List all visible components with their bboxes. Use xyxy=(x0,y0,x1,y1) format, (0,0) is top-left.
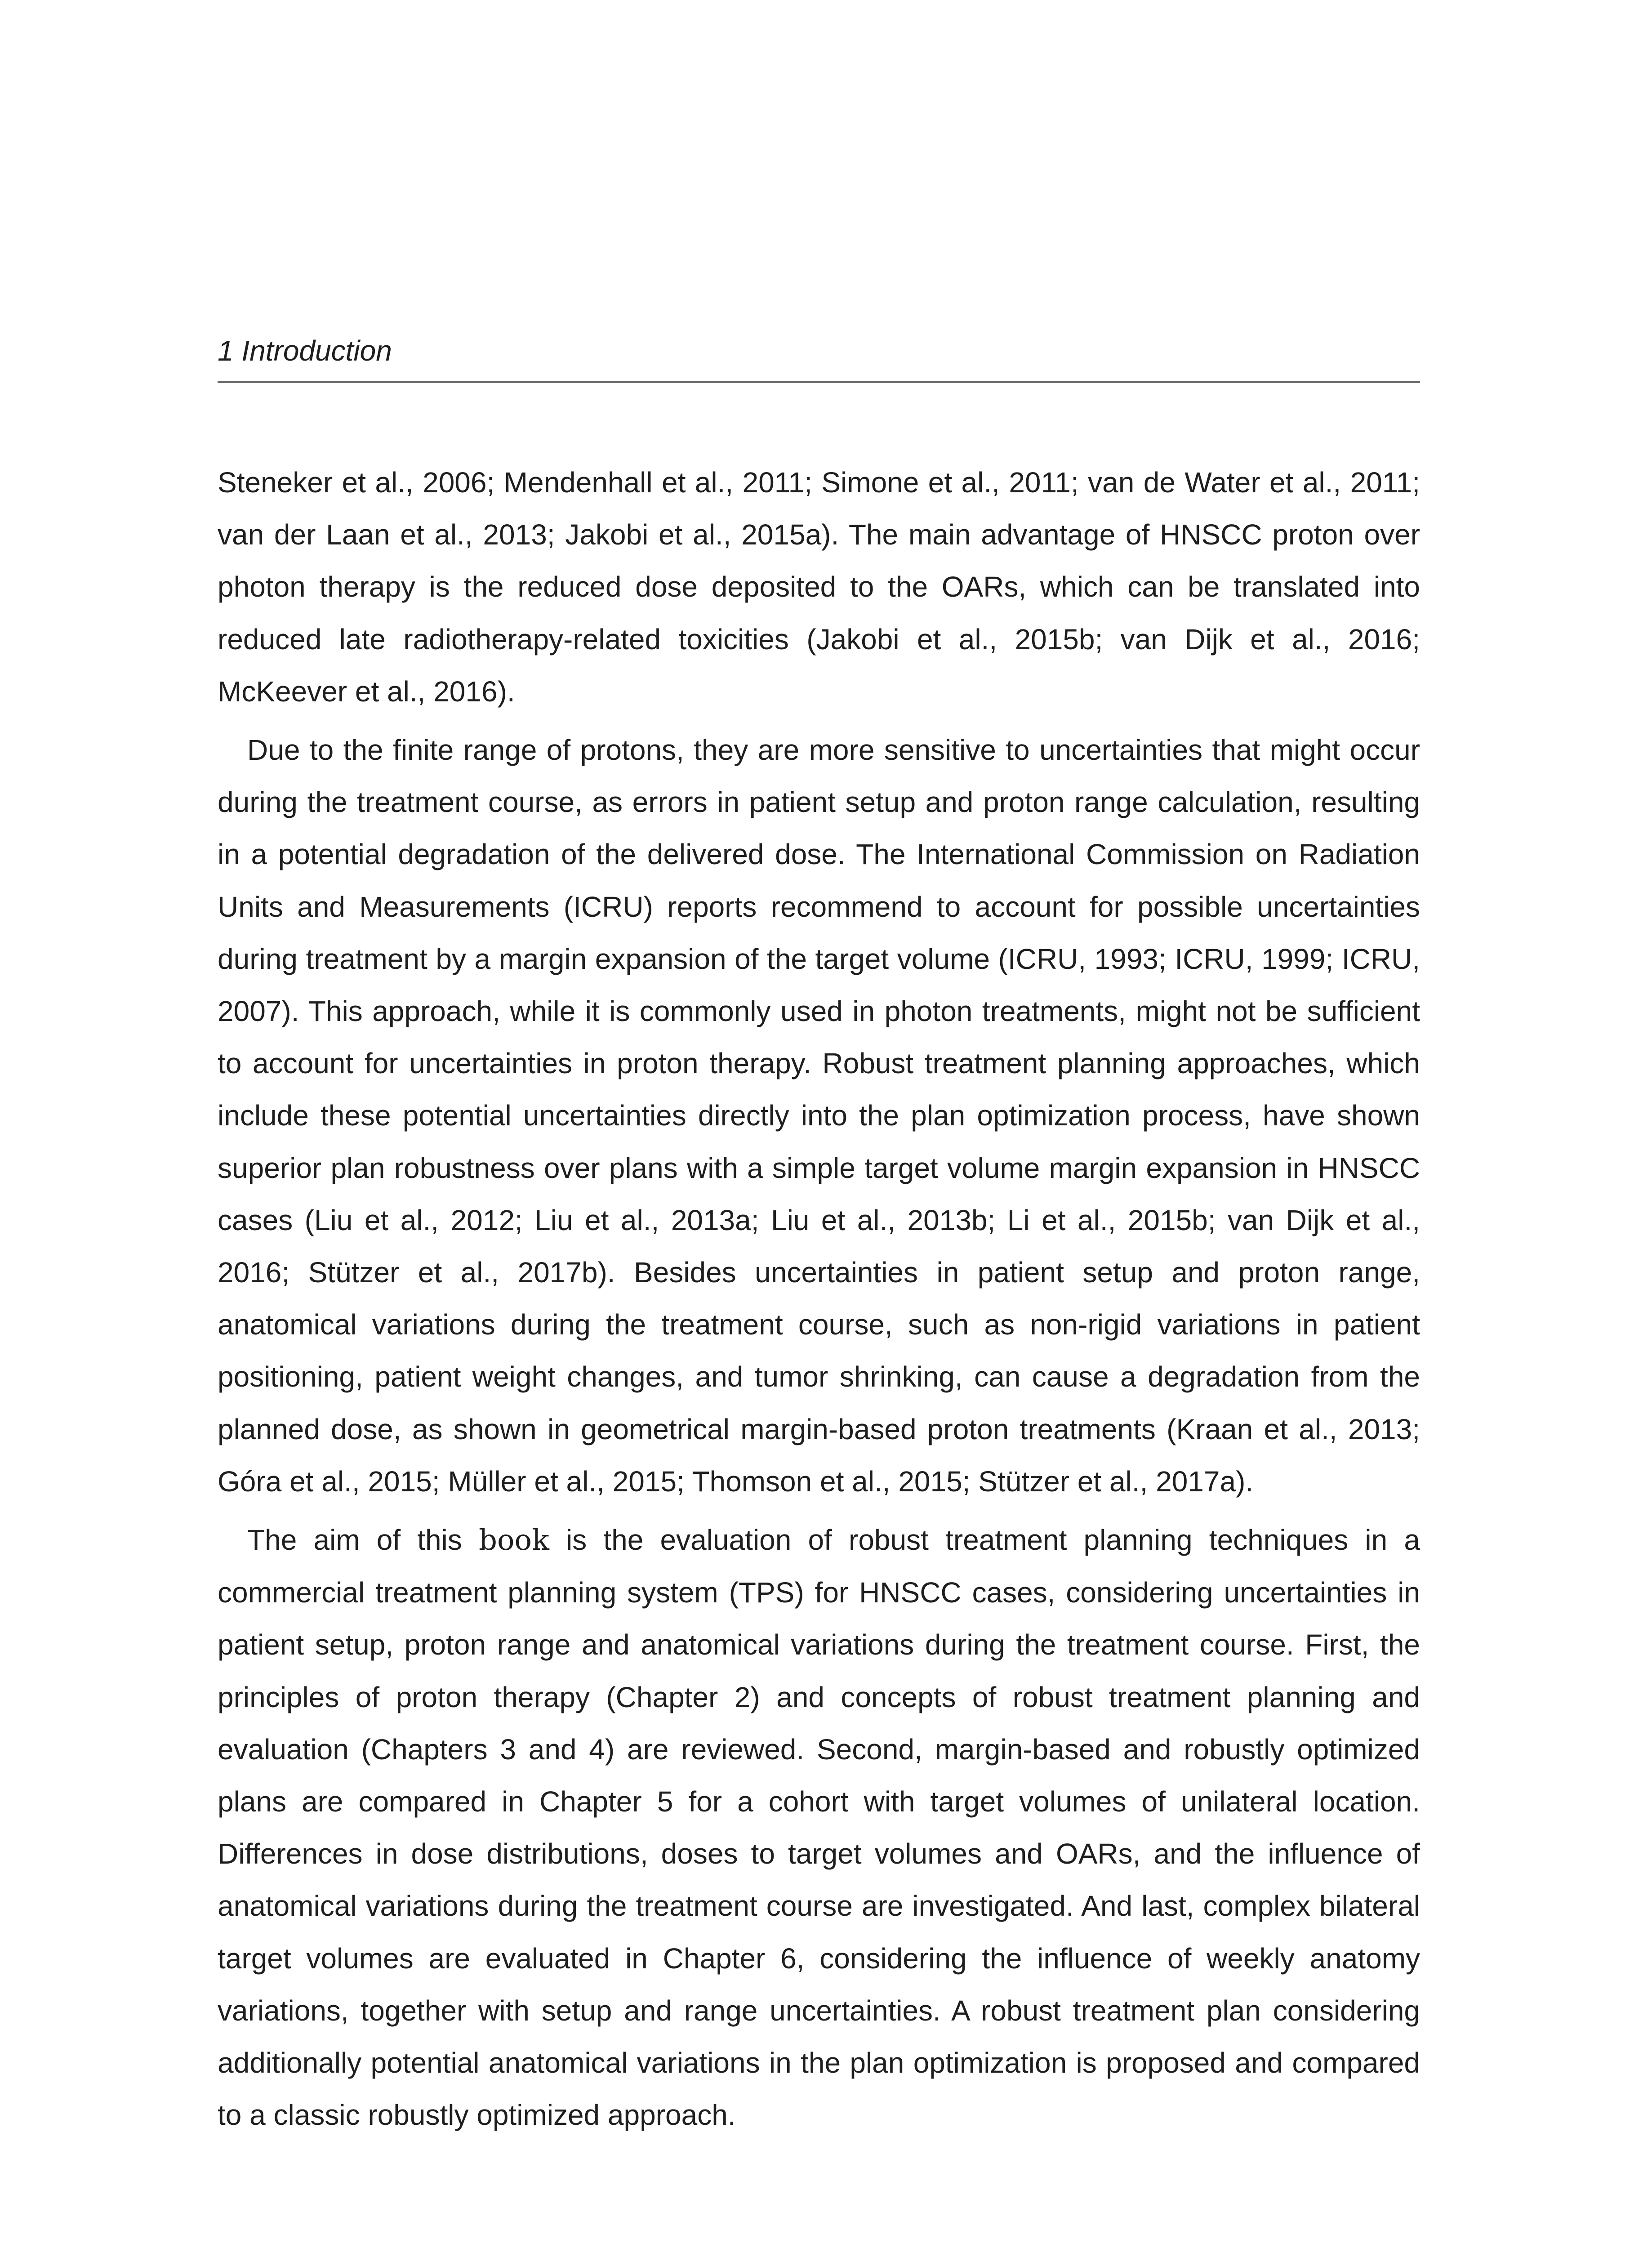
running-head: 1 Introduction xyxy=(218,335,392,367)
paragraph-3 xyxy=(218,1514,1420,2141)
header-rule xyxy=(218,381,1420,383)
paragraph-3-serif-word: book xyxy=(479,1524,549,1557)
paragraph-2: Due to the finite range of protons, they are more sensitive to uncertainties that might occur during the treatment course, as errors in patient setup and proton range calculation, resulting in a potential degradation of the delivered dose. The International Commission on Radiation Units and Measurements (ICRU) reports recommend to account for possible uncertainties during treatment by a margin expansion of the target volume (ICRU, 1993; ICRU, 1999; ICRU, 2007). This approach, while it is commonly used in photon treatments, might not be sufficient to account for uncertainties in proton therapy. Robust treatment planning approaches, which include these potential uncertainties directly into the plan optimization process, have shown superior plan robustness over plans with a simple target volume margin expansion in HNSCC cases (Liu et al., 2012; Liu et al., 2013a; Liu et al., 2013b; Li et al., 2015b; van Dijk et al., 2016; Stützer et al., 2017b). Besides uncertainties in patient setup and proton range, anatomical variations during the treatment course, such as non-rigid variations in patient positioning, patient weight changes, and tumor shrinking, can cause a degradation from the planned dose, as shown in geometrical margin-based proton treatments (Kraan et al., 2013; Góra et al., 2015; Müller et al., 2015; Thomson et al., 2015; Stützer et al., 2017a). xyxy=(218,734,1420,1498)
paragraph-1: Steneker et al., 2006; Mendenhall et al., 2011; Simone et al., 2011; van de Water et al., 2011; van der Laan et al., 2013; Jakobi et al., 2015a). The main advantage of HNSCC proton over photon therapy is the reduced dose deposited to the OARs, which can be translated into reduced late radiotherapy-related toxicities (Jakobi et al., 2015b; van Dijk et al., 2016; McKeever et al., 2016). xyxy=(218,466,1420,708)
paragraph-3-rest: is the evaluation of robust treatment planning techniques in a commercial treatment planning system (TPS) for HNSCC cases, considering uncertainties in patient setup, proton range and anatomical variations during the treatment course. First, the principles of proton therapy (Chapter 2) and concepts of robust treatment planning and evaluation (Chapters 3 and 4) are reviewed. Second, margin-based and robustly optimized plans are compared in Chapter 5 for a cohort with target volumes of unilateral location. Differences in dose distributions, doses to target volumes and OARs, and the influence of anatomical variations during the treatment course are investigated. And last, complex bilateral target volumes are evaluated in Chapter 6, considering the influence of weekly anatomy variations, together with setup and range uncertainties. A robust treatment plan considering additionally potential anatomical variations in the plan optimization is proposed and compared to a classic robustly optimized approach. xyxy=(218,1524,1420,2132)
body-text xyxy=(218,456,1420,2148)
paragraph-3-start: The aim of this xyxy=(247,1524,479,1557)
